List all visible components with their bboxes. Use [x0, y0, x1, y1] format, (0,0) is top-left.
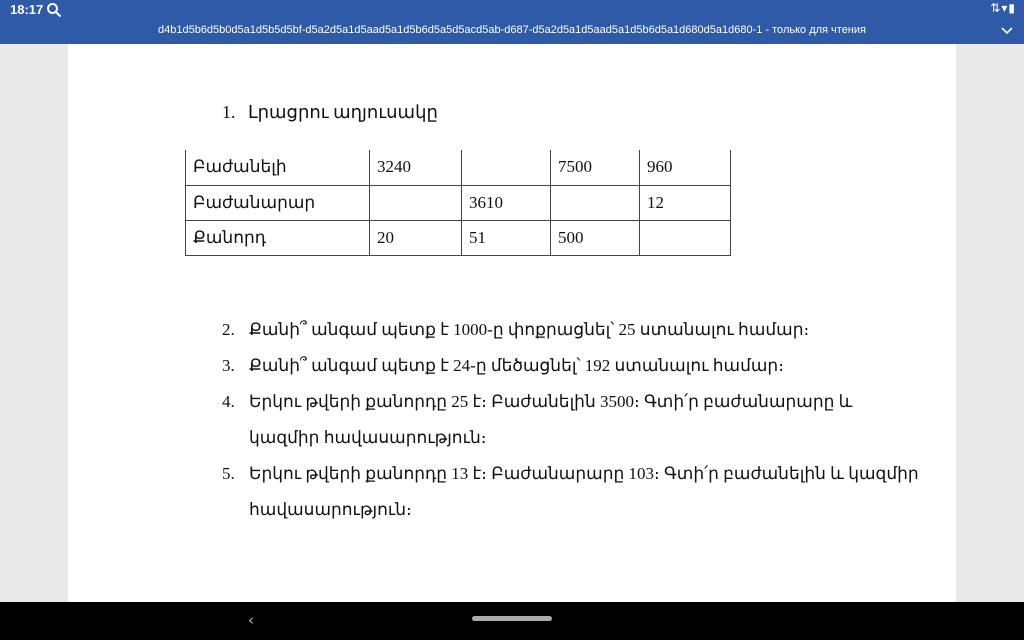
- table-cell: 51: [462, 220, 551, 255]
- table-row: [186, 185, 731, 220]
- table-cell: 3610: [462, 185, 551, 220]
- task-text-line: Քանի՞ անգամ պետք է 1000-ը փոքրացնել՝ 25 ստանալու համար։: [249, 320, 810, 339]
- table-cell: [640, 220, 731, 255]
- table-cell: 500: [551, 220, 640, 255]
- task-number: 2.: [222, 320, 235, 339]
- task-text-line: Երկու թվերի քանորդը 13 է։ Բաժանարարը 103։ Գտի՛ր բաժանելին և կազմիր: [249, 464, 919, 483]
- task-text-line: Քանի՞ անգամ պետք է 24-ը մեծացնել՝ 192 ստանալու համար։: [249, 356, 784, 375]
- task-text-line: հավասարություն։: [249, 500, 412, 519]
- chevron-down-icon[interactable]: [1000, 24, 1014, 38]
- list-item: [222, 456, 922, 528]
- task-number: 4.: [222, 392, 235, 411]
- search-icon[interactable]: [46, 2, 62, 18]
- title-bar: [0, 0, 1024, 44]
- back-button[interactable]: ‹: [248, 611, 254, 629]
- home-handle[interactable]: [472, 616, 552, 621]
- table-row: [186, 150, 731, 185]
- task-text: Լրացրու աղյուսակը: [248, 102, 438, 122]
- table-cell: 3240: [370, 150, 462, 185]
- division-table: [185, 150, 731, 256]
- table-cell: 20: [370, 220, 462, 255]
- list-item: [222, 384, 922, 456]
- table-cell: [462, 150, 551, 185]
- list-item: [222, 312, 922, 348]
- navigation-bar: [0, 602, 1024, 640]
- table-cell: 12: [640, 185, 731, 220]
- table-cell: [551, 185, 640, 220]
- task-number: 3.: [222, 356, 235, 375]
- task-number: 5.: [222, 464, 235, 483]
- row-header-cell: Բաժանելի: [186, 150, 370, 185]
- status-time: 18:17: [10, 2, 44, 17]
- task-text-line: կազմիր հավասարություն։: [249, 428, 487, 447]
- task-number: 1.: [222, 102, 236, 122]
- table-cell: 960: [640, 150, 731, 185]
- table-cell: 7500: [551, 150, 640, 185]
- table-row: [186, 220, 731, 255]
- task-list: [222, 312, 922, 528]
- table-cell: [370, 185, 462, 220]
- status-icons: ⇅▾▮: [990, 1, 1016, 15]
- task-text-line: Երկու թվերի քանորդը 25 է։ Բաժանելին 3500։ Գտի՛ր բաժանարարը և: [249, 392, 853, 411]
- task-1-heading: [222, 102, 438, 123]
- document-title: d4b1d5b6d5b0d5a1d5b5d5bf-d5a2d5a1d5aad5a1d5b6d5a5d5acd5ab-d687-d5a2d5a1d5aad5a1d5b6d5a1d680d5a1d680-1 - только для чтения: [157, 24, 866, 36]
- row-header-cell: Քանորդ: [186, 220, 370, 255]
- list-item: [222, 348, 922, 384]
- row-header-cell: Բաժանարար: [186, 185, 370, 220]
